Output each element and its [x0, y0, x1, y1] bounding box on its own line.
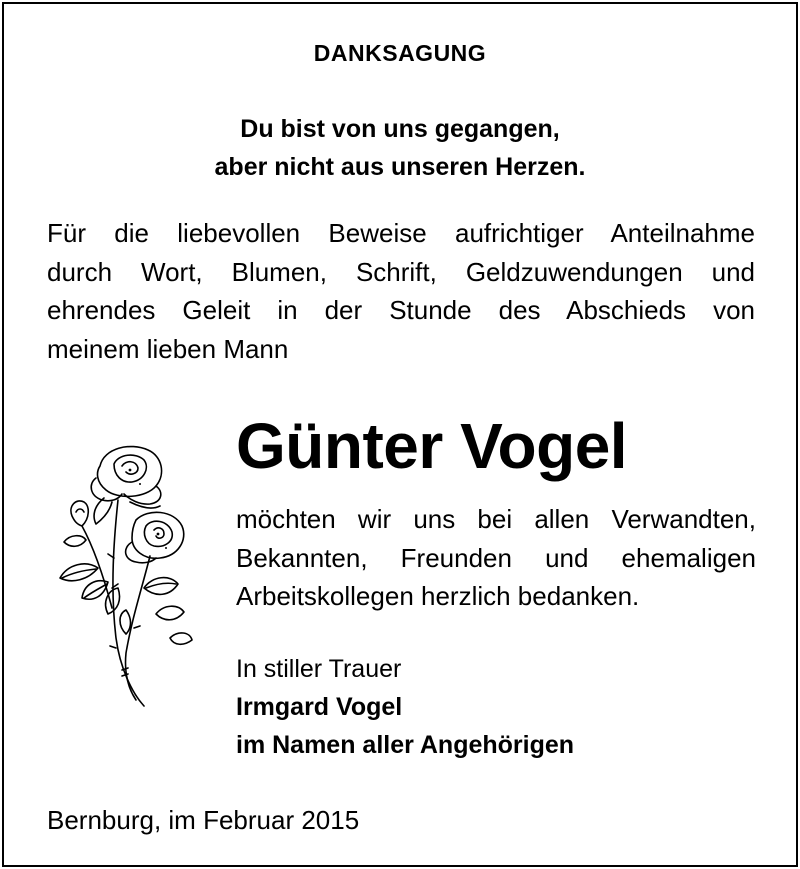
thanks-line-4: meinem lieben Mann: [47, 333, 289, 364]
signoff-phrase: In stiller Trauer: [236, 655, 402, 683]
notice-heading: DANKSAGUNG: [313, 40, 487, 66]
deceased-name: Günter Vogel: [236, 410, 628, 482]
signoff: [236, 650, 756, 764]
signoff-name: Irmgard Vogel: [236, 693, 403, 721]
motto-line-1: Du bist von uns gegangen,: [240, 115, 560, 143]
motto: [0, 110, 800, 186]
followup-paragraph: [236, 500, 756, 616]
thanks-line-2: durch Wort, Blumen, Schrift, Geldzuwendungen und: [47, 256, 755, 287]
followup-line-3: Arbeitskollegen herzlich bedanken.: [236, 581, 640, 611]
followup-line-1: möchten wir uns bei allen Verwandten,: [236, 504, 756, 534]
signoff-family: im Namen aller Angehörigen: [236, 731, 575, 759]
thanks-line-1: Für die liebevollen Beweise aufrichtiger Anteilnahme: [47, 218, 755, 248]
rose-icon: [52, 438, 202, 718]
followup-line-2: Bekannten, Freunden und ehemaligen: [236, 542, 756, 573]
thanks-paragraph: [47, 214, 755, 368]
place-date: Bernburg, im Februar 2015: [47, 805, 360, 835]
thanks-line-3: ehrendes Geleit in der Stunde des Abschieds von: [47, 295, 755, 325]
motto-line-2: aber nicht aus unseren Herzen.: [214, 153, 586, 181]
